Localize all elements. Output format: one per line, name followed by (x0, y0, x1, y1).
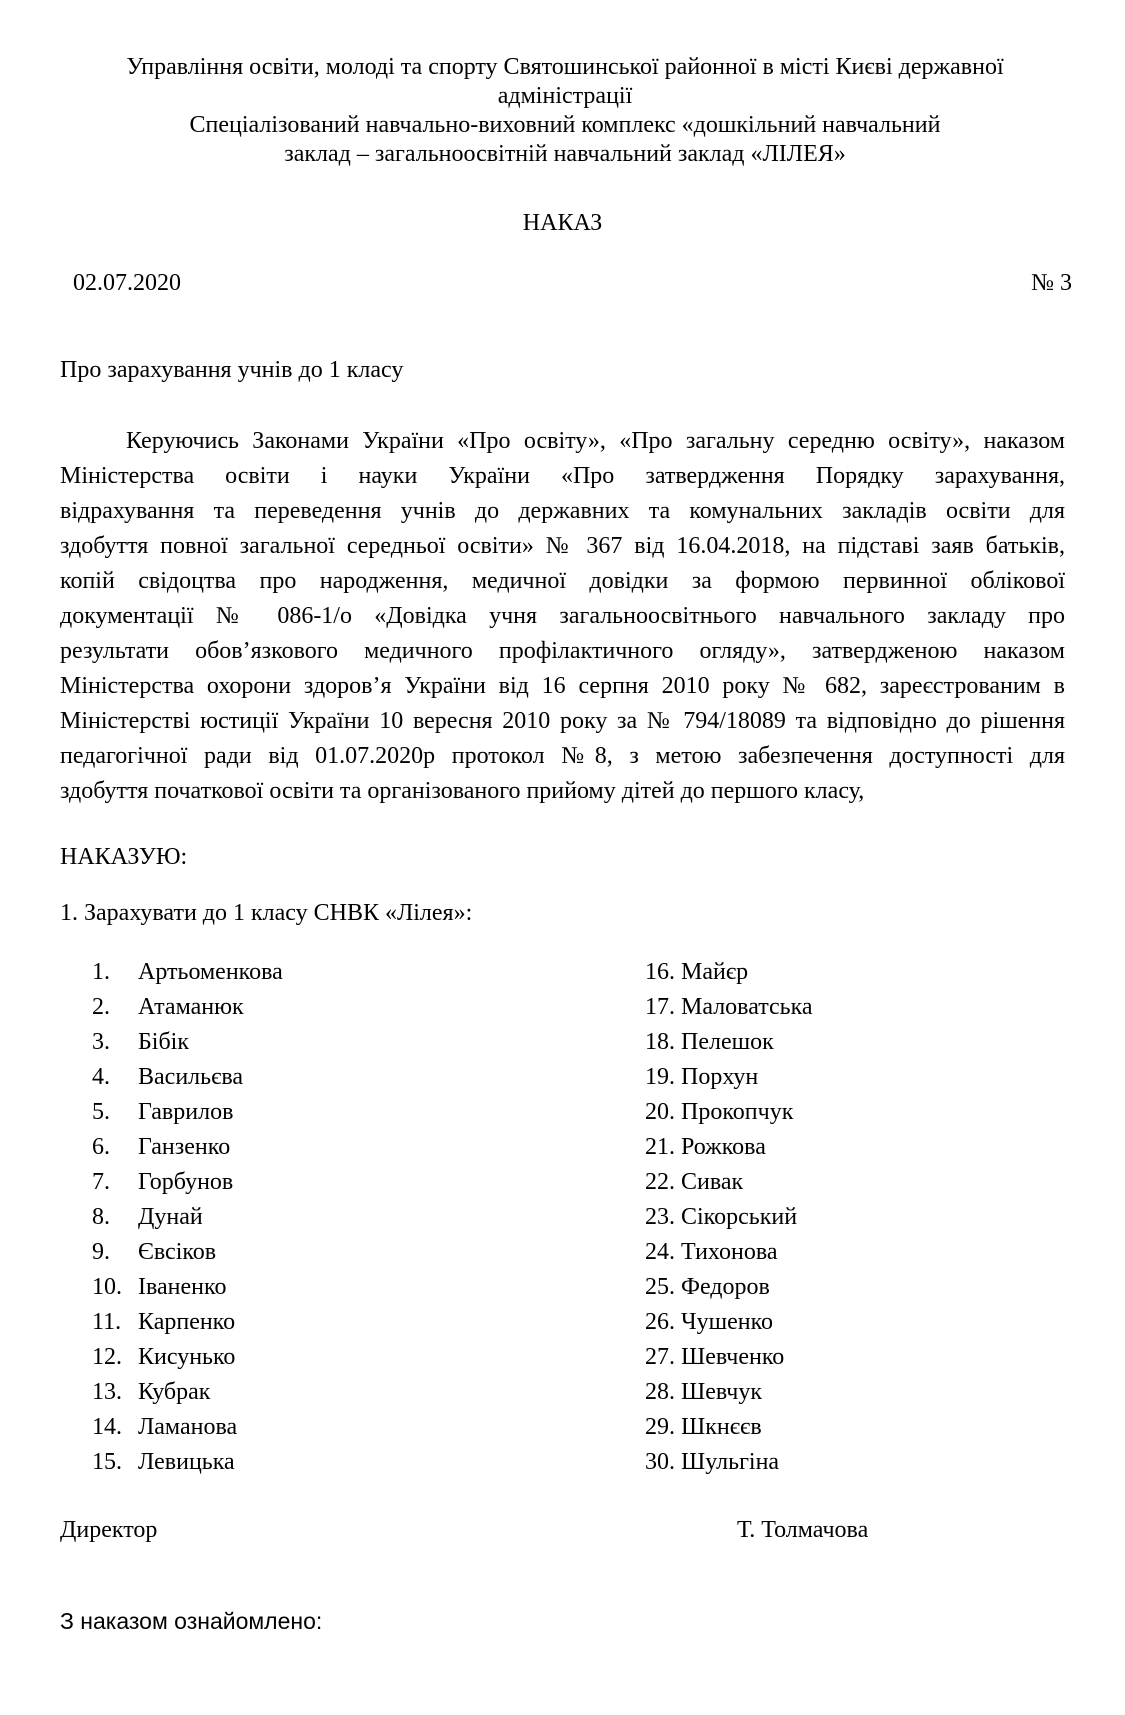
student-list-item (645, 1445, 813, 1480)
student-name: Чушенко (681, 1309, 774, 1335)
student-name: Гаврилов (138, 1099, 234, 1125)
student-name: Майєр (681, 959, 749, 985)
acknowledgement-note: З наказом ознайомлено: (60, 1608, 323, 1634)
student-number: 16. (645, 959, 675, 985)
student-name: Сивак (681, 1169, 744, 1195)
student-name: Шевченко (681, 1344, 785, 1370)
student-number: 28. (645, 1379, 675, 1405)
student-number: 14. (92, 1414, 122, 1440)
student-number: 10. (92, 1274, 122, 1300)
student-list-item (645, 1340, 813, 1375)
body-line: копій свідоцтва про народження, медичної довідки за формою первинної облікової (60, 568, 1065, 594)
header-line-2: адміністрації (497, 83, 633, 109)
student-list-item (92, 955, 283, 990)
student-number: 26. (645, 1309, 675, 1335)
student-name: Рожкова (681, 1134, 766, 1160)
student-list-item (92, 1340, 283, 1375)
student-name: Карпенко (138, 1309, 236, 1335)
student-list-item (645, 1375, 813, 1410)
student-list-item (645, 1200, 813, 1235)
student-list-left (92, 955, 283, 1480)
student-name: Атаманюк (138, 994, 244, 1020)
student-list-item (645, 990, 813, 1025)
student-list-item (92, 1095, 283, 1130)
document-type: НАКАЗ (522, 210, 603, 236)
student-number: 1. (92, 959, 110, 985)
student-number: 2. (92, 994, 110, 1020)
student-number: 17. (645, 994, 675, 1020)
student-list-item (92, 1060, 283, 1095)
student-name: Кубрак (138, 1379, 211, 1405)
header-line-1: Управління освіти, молоді та спорту Святошинської районної в місті Києві державної (126, 54, 1004, 80)
student-number: 20. (645, 1099, 675, 1125)
student-number: 6. (92, 1134, 110, 1160)
student-name: Шульгіна (681, 1449, 780, 1475)
student-number: 11. (92, 1309, 122, 1335)
student-list-item (92, 1025, 283, 1060)
student-number: 27. (645, 1344, 675, 1370)
student-list-item (92, 1130, 283, 1165)
student-number: 12. (92, 1344, 122, 1370)
student-number: 8. (92, 1204, 110, 1230)
student-list-item (92, 1165, 283, 1200)
student-number: 25. (645, 1274, 675, 1300)
student-number: 4. (92, 1064, 110, 1090)
student-number: 30. (645, 1449, 675, 1475)
student-number: 5. (92, 1099, 110, 1125)
student-list-item (92, 1200, 283, 1235)
student-list-item (645, 955, 813, 990)
student-list-item (92, 1410, 283, 1445)
student-list-item (92, 1235, 283, 1270)
body-line: відрахування та переведення учнів до державних та комунальних закладів освіти для (60, 498, 1065, 524)
student-name: Маловатська (681, 994, 813, 1020)
body-line: здобуття початкової освіти та організованого прийому дітей до першого класу, (60, 778, 865, 804)
document-date: 02.07.2020 (73, 270, 181, 296)
student-list-item (645, 1060, 813, 1095)
student-name: Шкнєєв (681, 1414, 762, 1440)
document-subject: Про зарахування учнів до 1 класу (60, 357, 404, 383)
student-list-item (645, 1270, 813, 1305)
student-number: 3. (92, 1029, 110, 1055)
order-label: НАКАЗУЮ: (60, 844, 188, 870)
student-list-item (92, 1270, 283, 1305)
student-number: 18. (645, 1029, 675, 1055)
student-number: 23. (645, 1204, 675, 1230)
student-name: Дунай (138, 1204, 203, 1230)
student-name: Горбунов (138, 1169, 234, 1195)
student-name: Шевчук (681, 1379, 763, 1405)
student-name: Кисунько (138, 1344, 236, 1370)
student-list-item (92, 990, 283, 1025)
body-line: Міністерстві юстиції України 10 вересня 2010 року за № 794/18089 та відповідно до рішення (60, 708, 1065, 734)
body-line: Міністерства освіти і науки України «Про затвердження Порядку зарахування, (60, 463, 1065, 489)
student-name: Васильєва (138, 1064, 244, 1090)
body-line: результати обов’язкового медичного профілактичного огляду», затвердженою наказом (60, 638, 1065, 664)
student-name: Бібік (138, 1029, 189, 1055)
student-number: 21. (645, 1134, 675, 1160)
student-name: Порхун (681, 1064, 759, 1090)
student-list-item (92, 1375, 283, 1410)
student-name: Тихонова (681, 1239, 778, 1265)
student-number: 19. (645, 1064, 675, 1090)
body-line: здобуття повної загальної середньої освіти» № 367 від 16.04.2018, на підставі заяв батьків, (60, 533, 1065, 559)
student-list-item (645, 1025, 813, 1060)
body-line: педагогічної ради від 01.07.2020р протокол №8, з метою забезпечення доступності для (60, 743, 1065, 769)
body-paragraph (60, 424, 1065, 809)
student-number: 24. (645, 1239, 675, 1265)
header-line-4: заклад – загальноосвітній навчальний заклад «ЛІЛЕЯ» (284, 141, 846, 167)
enroll-item: 1. Зарахувати до 1 класу СНВК «Лілея»: (60, 900, 473, 926)
student-list-item (645, 1130, 813, 1165)
student-number: 15. (92, 1449, 122, 1475)
body-line: документації № 086-1/о «Довідка учня загальноосвітнього навчального закладу про (60, 603, 1065, 629)
student-name: Пелешок (681, 1029, 774, 1055)
student-list-right (645, 955, 813, 1480)
body-line: Керуючись Законами України «Про освіту», «Про загальну середню освіту», наказом (126, 428, 1065, 454)
document-header (60, 53, 1070, 169)
body-line: Міністерства охорони здоров’я України від 16 серпня 2010 року № 682, зареєстрованим в (60, 673, 1065, 699)
header-line-3: Спеціалізований навчально-виховний комплекс «дошкільний навчальний (189, 112, 941, 138)
student-number: 13. (92, 1379, 122, 1405)
student-name: Євсіков (138, 1239, 217, 1265)
student-number: 22. (645, 1169, 675, 1195)
student-number: 7. (92, 1169, 110, 1195)
student-list-item (645, 1235, 813, 1270)
student-name: Федоров (681, 1274, 770, 1300)
student-name: Іваненко (138, 1274, 227, 1300)
student-name: Прокопчук (681, 1099, 794, 1125)
student-list-item (92, 1445, 283, 1480)
signer-name: Т. Толмачова (737, 1517, 869, 1543)
student-name: Ганзенко (138, 1134, 231, 1160)
document-number: № 3 (1031, 270, 1072, 296)
signer-title: Директор (60, 1517, 158, 1543)
student-name: Артьоменкова (138, 959, 283, 985)
student-list-item (645, 1410, 813, 1445)
student-list-item (92, 1305, 283, 1340)
student-list-item (645, 1305, 813, 1340)
student-list-item (645, 1165, 813, 1200)
student-name: Сікорський (681, 1204, 798, 1230)
student-name: Левицька (138, 1449, 235, 1475)
student-number: 9. (92, 1239, 110, 1265)
student-list-item (645, 1095, 813, 1130)
student-name: Ламанова (138, 1414, 238, 1440)
student-number: 29. (645, 1414, 675, 1440)
